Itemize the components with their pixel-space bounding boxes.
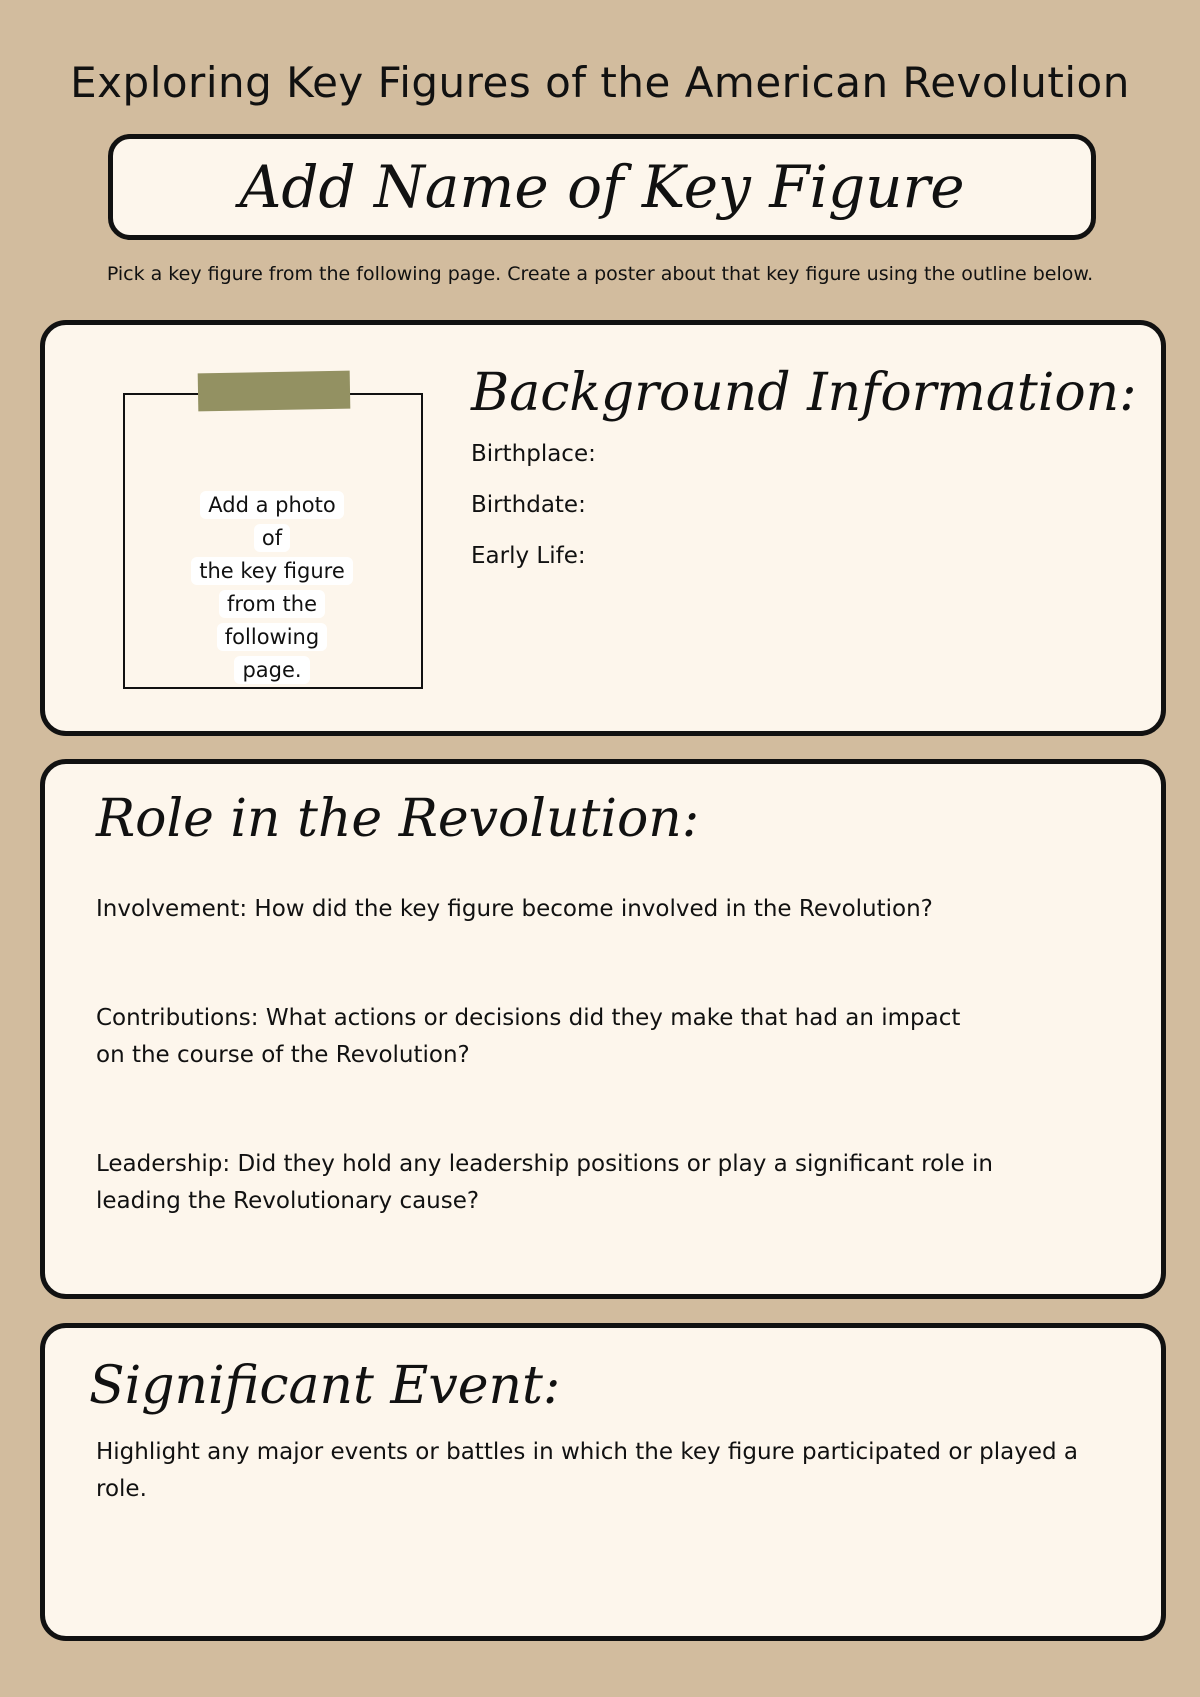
involvement-prompt: Involvement: How did the key figure become involved in the Revolution? [96,896,933,922]
leadership-prompt: Leadership: Did they hold any leadership positions or play a significant role in leading the Revolutionary cause? [96,1151,993,1214]
photo-caption-line: from the [219,590,325,618]
photo-placeholder-caption [191,489,353,687]
birthplace-field-label: Birthplace: [471,441,596,467]
background-information-heading: Background Information: [471,363,1137,423]
birthdate-field-label: Birthdate: [471,492,586,518]
key-figure-name-placeholder: Add Name of Key Figure [239,153,965,221]
background-information-card [40,320,1166,736]
contributions-prompt: Contributions: What actions or decisions did they make that had an impact on the course of the Revolution? [96,1005,961,1068]
photo-caption-line: following page. [217,623,327,684]
tape-decoration [198,371,351,412]
photo-caption-line: Add a photo of [200,491,343,552]
early-life-field-label: Early Life: [471,543,586,569]
significant-event-card [40,1323,1166,1641]
role-in-revolution-card [40,759,1166,1299]
instructions-text: Pick a key figure from the following page. Create a poster about that key figure using the outline below. [106,263,1094,285]
significant-event-heading: Significant Event: [89,1356,561,1416]
role-in-revolution-heading: Role in the Revolution: [96,789,700,849]
key-figure-name-box[interactable] [108,134,1096,240]
photo-caption-line: the key figure [191,557,353,585]
significant-event-prompt: Highlight any major events or battles in which the key figure participated or played a role. [96,1439,1079,1502]
page-title: Exploring Key Figures of the American Revolution [70,58,1130,107]
photo-placeholder-frame[interactable] [123,393,423,689]
